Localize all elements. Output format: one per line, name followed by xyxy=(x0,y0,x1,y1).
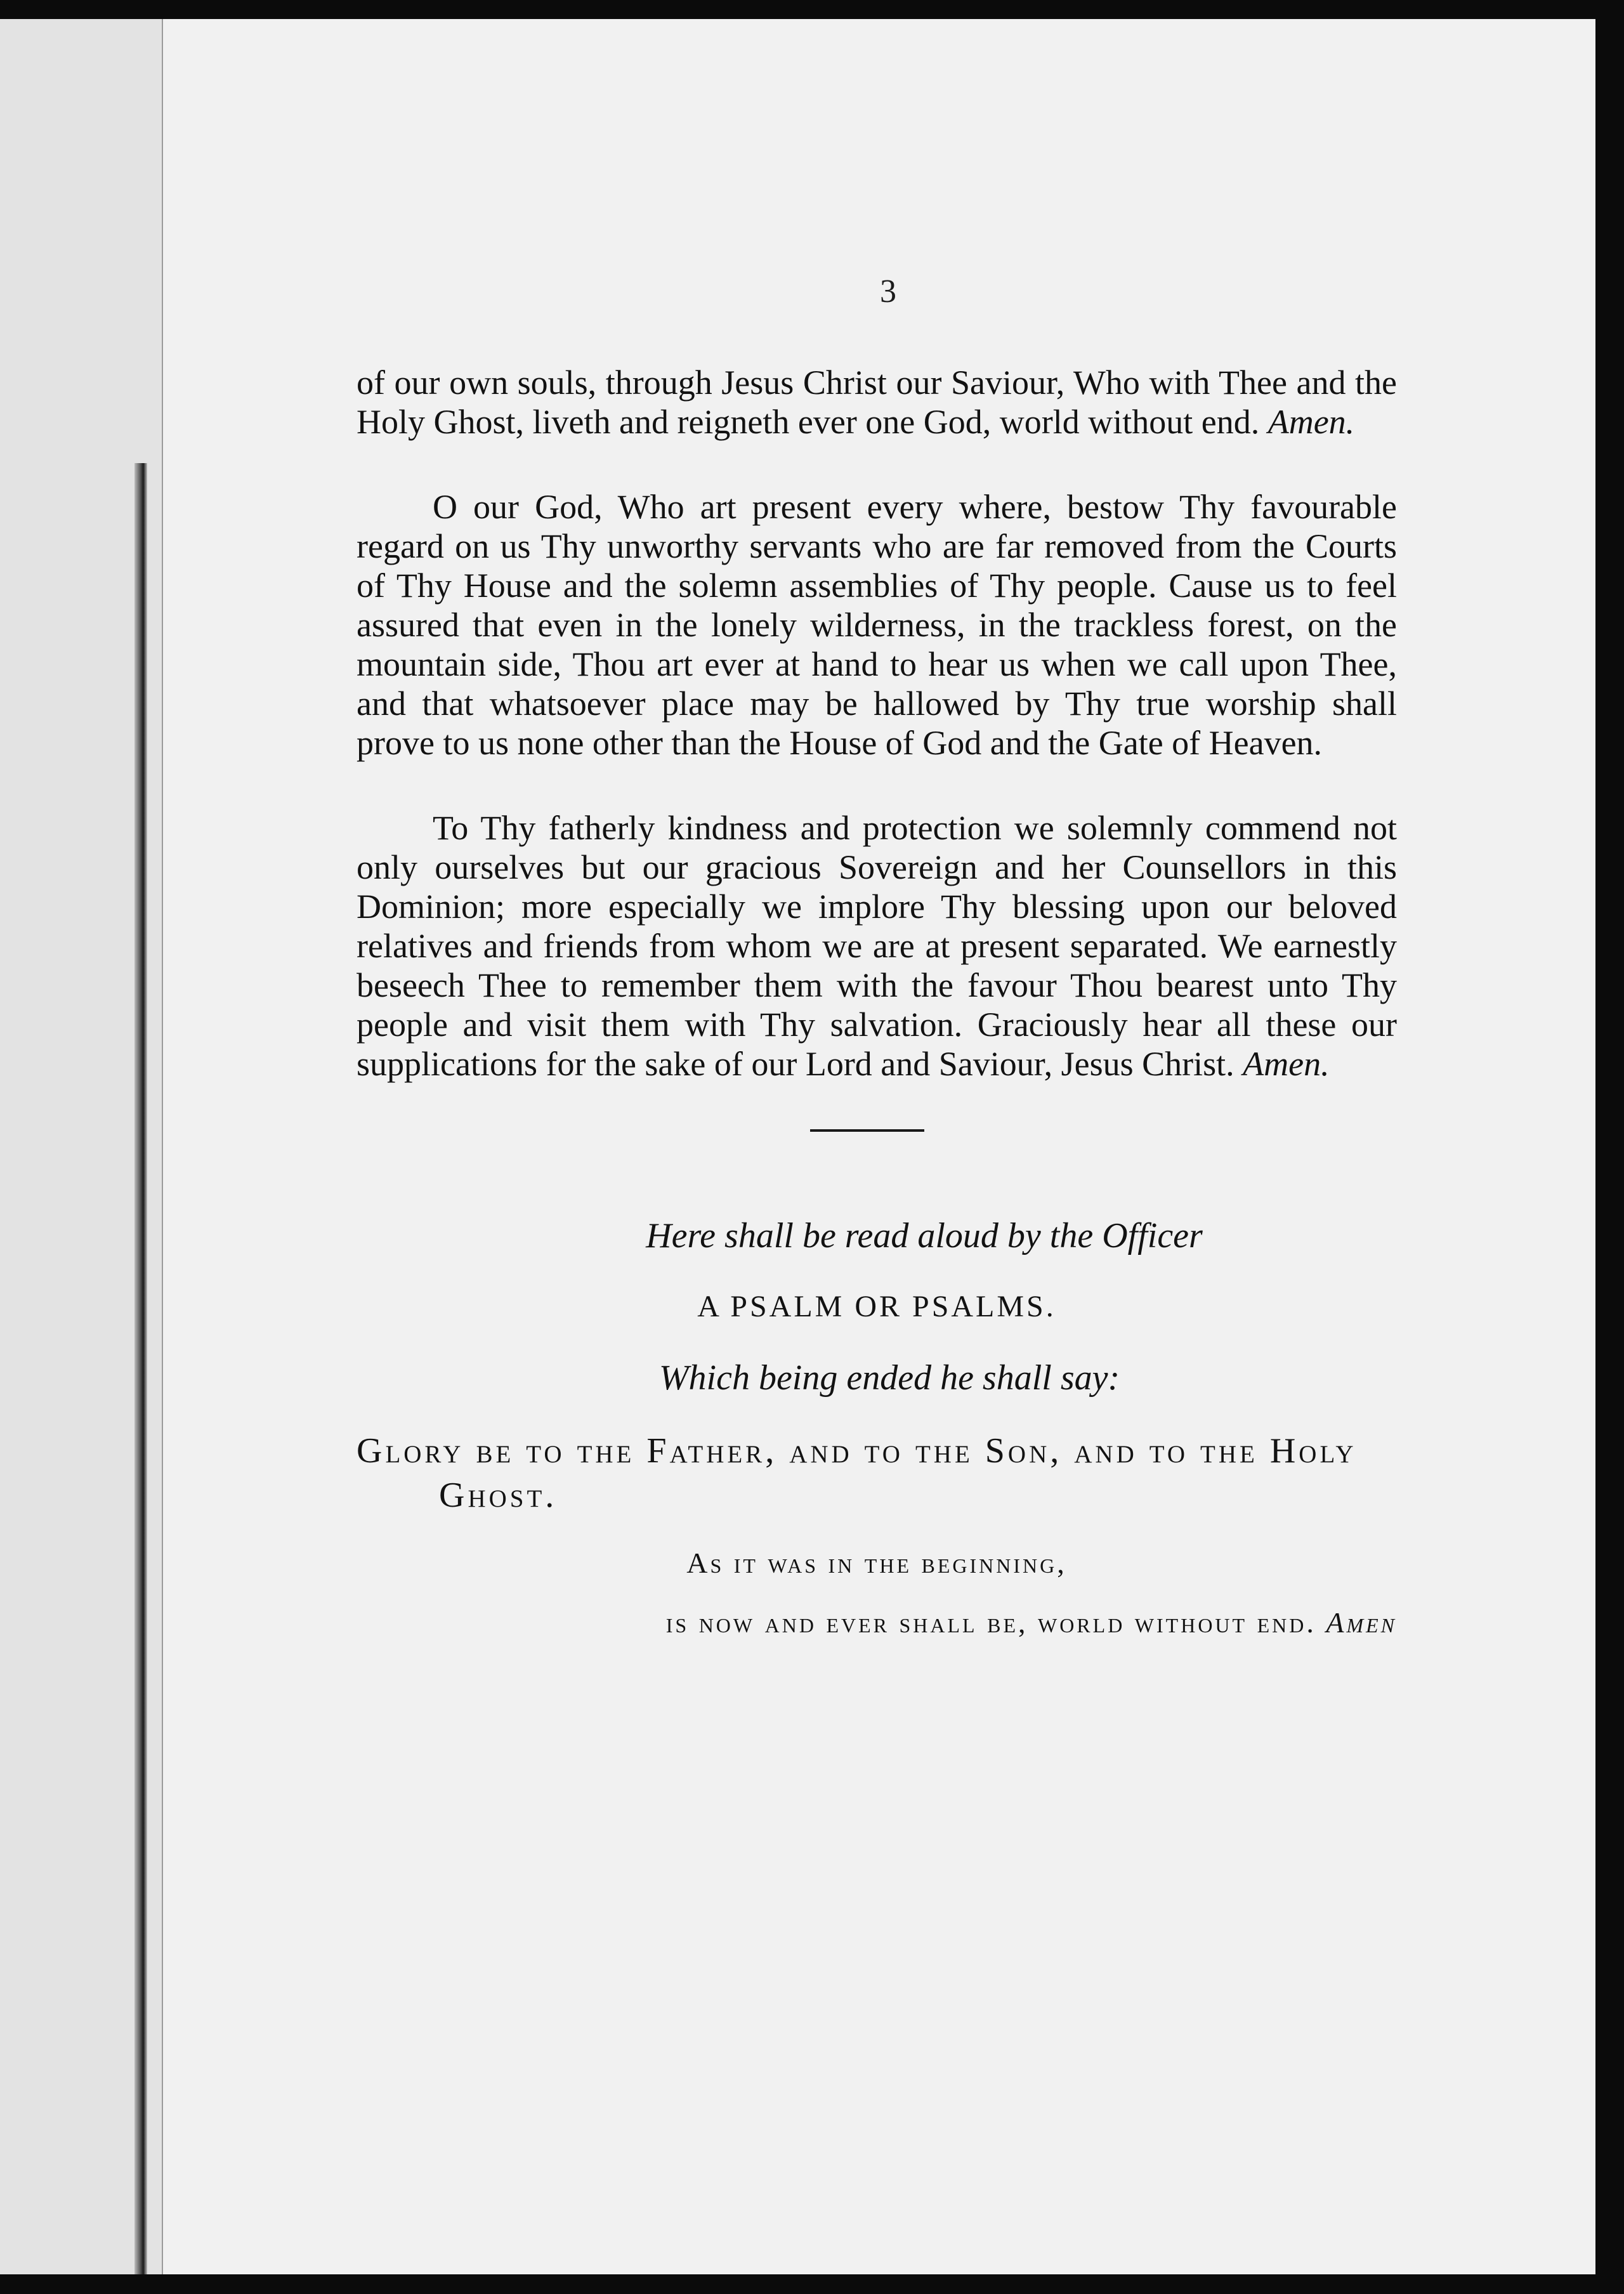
paragraph-1-text: of our own souls, through Jesus Christ our Saviour, Who with Thee and the Holy Ghost, liveth and reigneth ever one God, world without end. xyxy=(357,364,1397,441)
binding-shadow xyxy=(134,463,147,2274)
paragraph-3-amen: Amen. xyxy=(1243,1045,1330,1083)
paragraph-1-amen: Amen. xyxy=(1267,403,1355,441)
rubric-psalm: A PSALM OR PSALMS. xyxy=(697,1290,1056,1323)
paragraph-2-text: O our God, Who art present every where, bestow Thy favourable regard on us Thy unworthy servants who are far removed from the Courts of Thy House and the solemn assemblies of Thy people. Cause us to feel assured that even in the lonely wilderness, in the trackless forest, on the mountain side, Thou art ever at hand to hear us when we call upon Thee, and that whatsoever place may be hallowed by Thy true worship shall prove to us none other than the House of God and the Gate of Heaven. xyxy=(357,488,1397,762)
gloria-amen: Amen xyxy=(1326,1606,1397,1639)
rubric-being-ended: Which being ended he shall say: xyxy=(658,1358,1120,1398)
paragraph-1 xyxy=(357,363,1397,442)
rubric-read-aloud: Here shall be read aloud by the Officer xyxy=(646,1216,1203,1255)
section-divider xyxy=(810,1129,924,1132)
gloria-line-2: As it was in the beginning, xyxy=(686,1547,1067,1579)
page-number: 3 xyxy=(880,273,896,310)
page-content xyxy=(357,363,1397,1662)
paragraph-2 xyxy=(357,487,1397,763)
scanned-page xyxy=(0,19,1595,2274)
gloria-line-3 xyxy=(357,1603,1397,1643)
gloria-line-3-text: is now and ever shall be, world without end. xyxy=(665,1606,1316,1639)
paragraph-3-text: To Thy fatherly kindness and protection we solemnly commend not only ourselves but our gracious Sovereign and her Counsellors in this Dominion; more especially we implore Thy blessing upon our beloved relatives and friends from whom we are at present separated. We earnestly beseech Thee to remember them with the favour Thou bearest unto Thy people and visit them with Thy salvation. Graciously hear all these our supplications for the sake of our Lord and Saviour, Jesus Christ. xyxy=(357,809,1397,1083)
paragraph-3 xyxy=(357,808,1397,1084)
gloria-line-1: Glory be to the Father, and to the Son, and to the Holy Ghost. xyxy=(357,1431,1357,1515)
